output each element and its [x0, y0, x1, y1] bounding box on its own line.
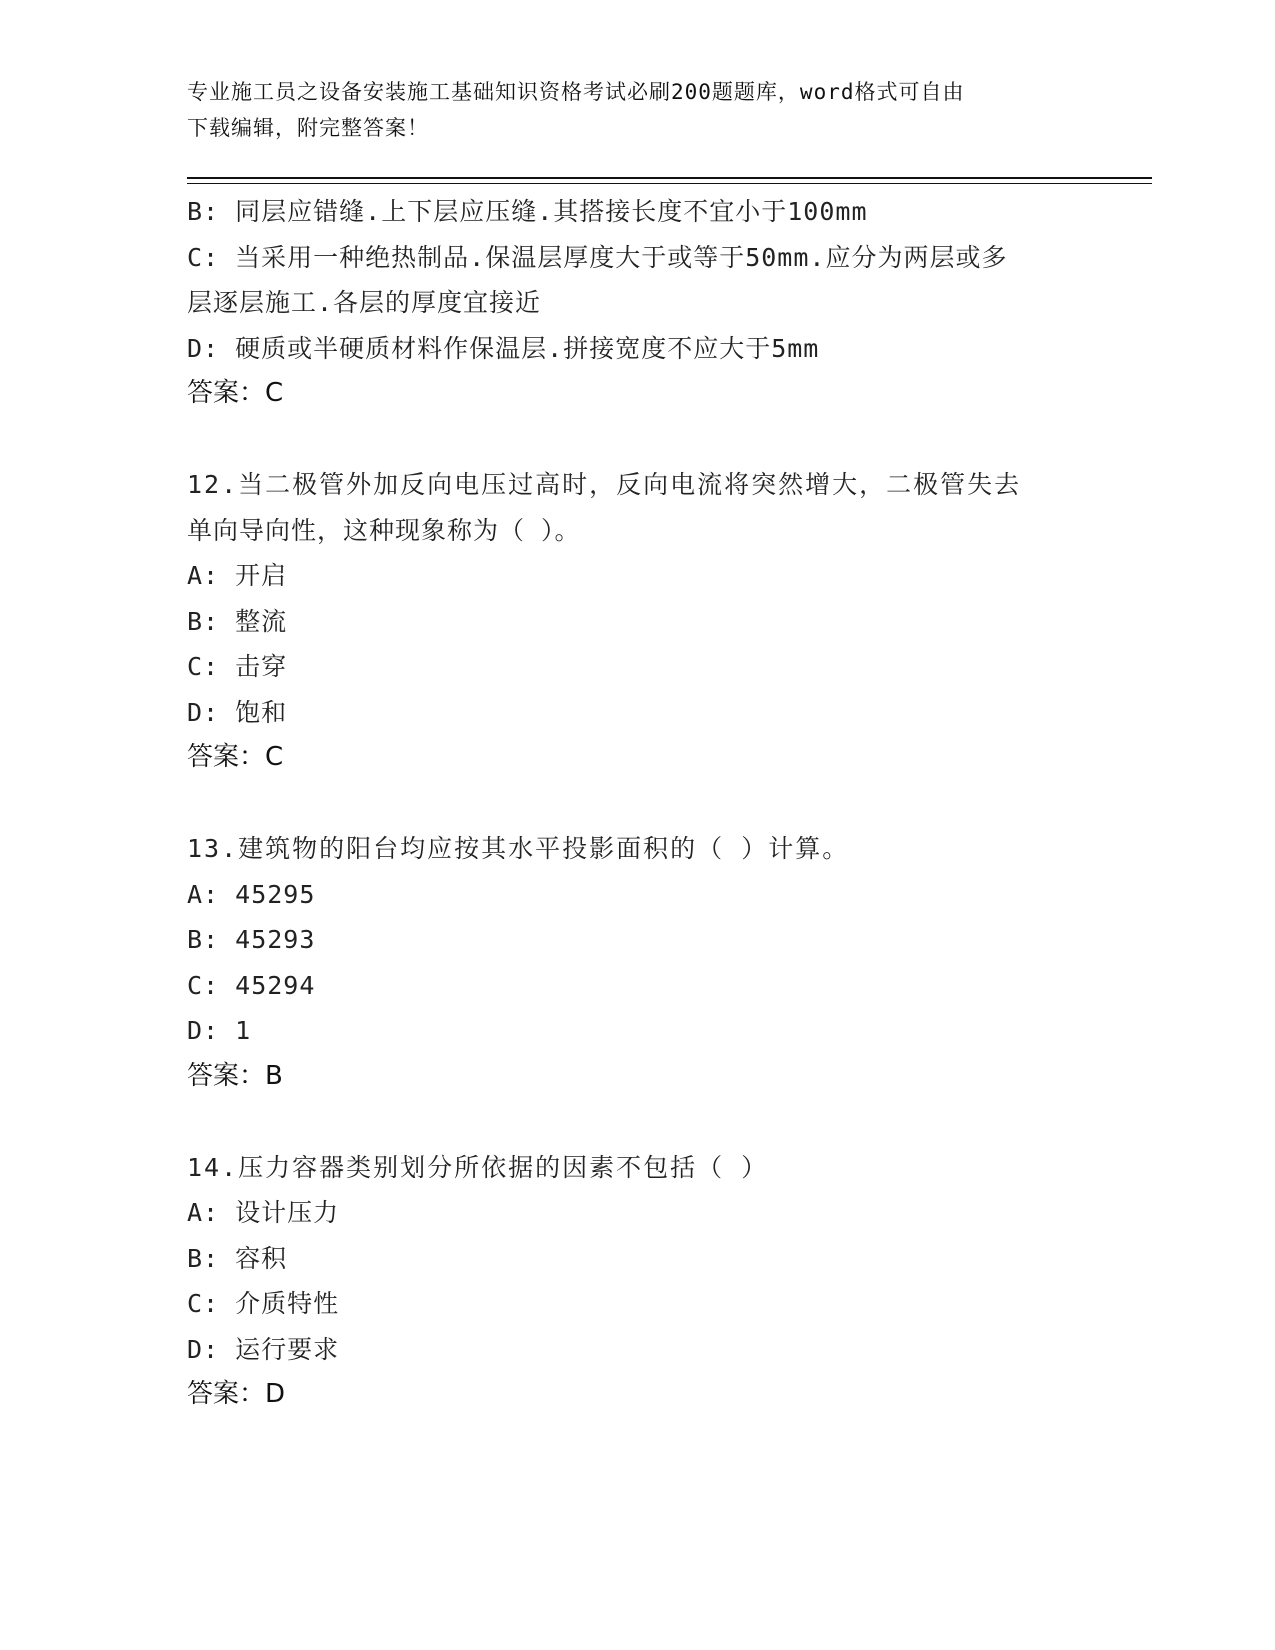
option-c: C: 介质特性	[187, 1289, 340, 1318]
previous-question-tail	[187, 189, 1087, 417]
spacer	[187, 1099, 1087, 1145]
option-b: B: 整流	[187, 606, 288, 636]
option-a: A: 开启	[187, 561, 288, 590]
option-c: C: 击穿	[187, 652, 288, 681]
document-header	[187, 74, 1067, 146]
option-d: D: 饱和	[187, 697, 288, 727]
question-stem: 12.当二极管外加反向电压过高时，反向电流将突然增大，二极管失去	[187, 470, 1022, 499]
question-stem: 14.压力容器类别划分所依据的因素不包括（ ）	[187, 1152, 769, 1182]
header-divider-thick	[187, 177, 1152, 179]
option-line: D: 硬质或半硬质材料作保温层.拼接宽度不应大于5mm	[187, 333, 820, 363]
spacer	[187, 781, 1087, 827]
option-line: 层逐层施工.各层的厚度宜接近	[187, 288, 542, 317]
question-14	[187, 1145, 1087, 1418]
question-content	[187, 189, 1087, 1418]
spacer	[187, 417, 1087, 463]
option-d: D: 运行要求	[187, 1334, 340, 1364]
answer-line: 答案：C	[187, 742, 284, 772]
header-line-1: 专业施工员之设备安装施工基础知识资格考试必刷200题题库，word格式可自由	[187, 80, 965, 104]
question-13	[187, 826, 1087, 1099]
option-line: C: 当采用一种绝热制品.保温层厚度大于或等于50mm.应分为两层或多	[187, 242, 1008, 272]
option-b: B: 容积	[187, 1243, 288, 1273]
question-12	[187, 462, 1087, 781]
question-stem: 13.建筑物的阳台均应按其水平投影面积的（ ）计算。	[187, 834, 850, 863]
option-line: B: 同层应错缝.上下层应压缝.其搭接长度不宜小于100mm	[187, 197, 868, 226]
option-b: B: 45293	[187, 925, 316, 954]
header-line-2: 下载编辑，附完整答案！	[187, 116, 429, 140]
option-a: A: 45295	[187, 879, 316, 909]
header-divider-thin	[187, 183, 1152, 184]
option-a: A: 设计压力	[187, 1198, 340, 1227]
answer-line: 答案：D	[187, 1379, 286, 1409]
answer-line: 答案：C	[187, 378, 284, 408]
answer-line: 答案：B	[187, 1060, 283, 1091]
option-c: C: 45294	[187, 970, 316, 1000]
question-stem: 单向导向性，这种现象称为（ ）。	[187, 515, 581, 545]
option-d: D: 1	[187, 1016, 252, 1045]
